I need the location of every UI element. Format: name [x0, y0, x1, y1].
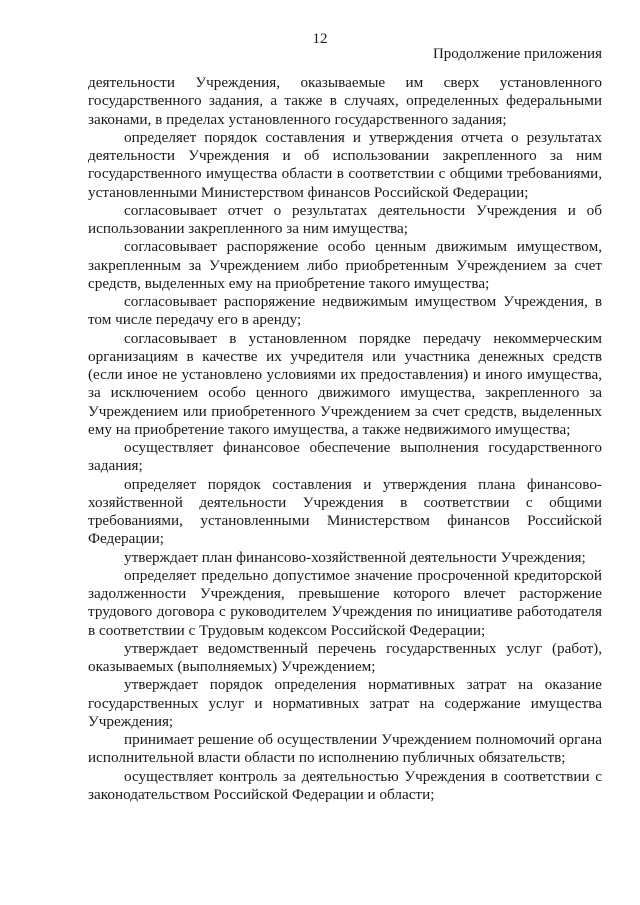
document-body — [88, 74, 602, 804]
paragraph: принимает решение об осуществлении Учреждением полномочий органа исполнительной власти области по исполнению публичных обязательств; — [88, 731, 602, 767]
paragraph: определяет порядок составления и утверждения плана финансово-хозяйственной деятельности Учреждения в соответствии с общими требованиями, установленными Министерством финансов Российской Федерации; — [88, 475, 602, 548]
paragraph-continuation: деятельности Учреждения, оказываемые им сверх установленного государственного задания, а также в случаях, определенных федеральными законами, в пределах установленного государственного задания; — [88, 74, 602, 128]
paragraph: осуществляет контроль за деятельностью Учреждения в соответствии с законодательством Российской Федерации и области; — [88, 767, 602, 803]
paragraph: согласовывает отчет о результатах деятельности Учреждения и об использовании закрепленного за ним имущества; — [88, 201, 602, 237]
continuation-label: Продолжение приложения — [432, 46, 602, 62]
paragraph: определяет предельно допустимое значение просроченной кредиторской задолженности Учреждения, превышение которого влечет расторжение трудового договора с руководителем Учреждения по инициативе работодателя в соответствии с Трудовым кодексом Российской Федерации; — [88, 566, 602, 639]
paragraph: согласовывает распоряжение особо ценным движимым имуществом, закрепленным за Учреждением либо приобретенным Учреждением за счет средств, выделенных ему на приобретение такого имущества; — [88, 238, 602, 292]
paragraph: утверждает порядок определения нормативных затрат на оказание государственных услуг и нормативных затрат на содержание имущества Учреждения; — [88, 676, 602, 730]
paragraph: определяет порядок составления и утверждения отчета о результатах деятельности Учреждения и об использовании закрепленного за ним государственного имущества области в соответствии с общими требованиями, установленными Министерством финансов Российской Федерации; — [88, 128, 602, 201]
paragraph: согласовывает в установленном порядке передачу некоммерческим организациям в качестве их учредителя или участника денежных средств (если иное не установлено условиями их предоставления) и иного имущества, за исключением особо ценного движимого имущества, закрепленного за Учреждением или приобретенного Учреждением за счет средств, выделенных ему на приобретение такого имущества, а также недвижимого имущества; — [88, 329, 602, 438]
page-number: 12 — [312, 31, 328, 47]
paragraph: утверждает ведомственный перечень государственных услуг (работ), оказываемых (выполняемых) Учреждением; — [88, 639, 602, 675]
paragraph: осуществляет финансовое обеспечение выполнения государственного задания; — [88, 439, 602, 475]
paragraph: согласовывает распоряжение недвижимым имуществом Учреждения, в том числе передачу его в аренду; — [88, 293, 602, 329]
paragraph: утверждает план финансово-хозяйственной деятельности Учреждения; — [124, 548, 586, 566]
